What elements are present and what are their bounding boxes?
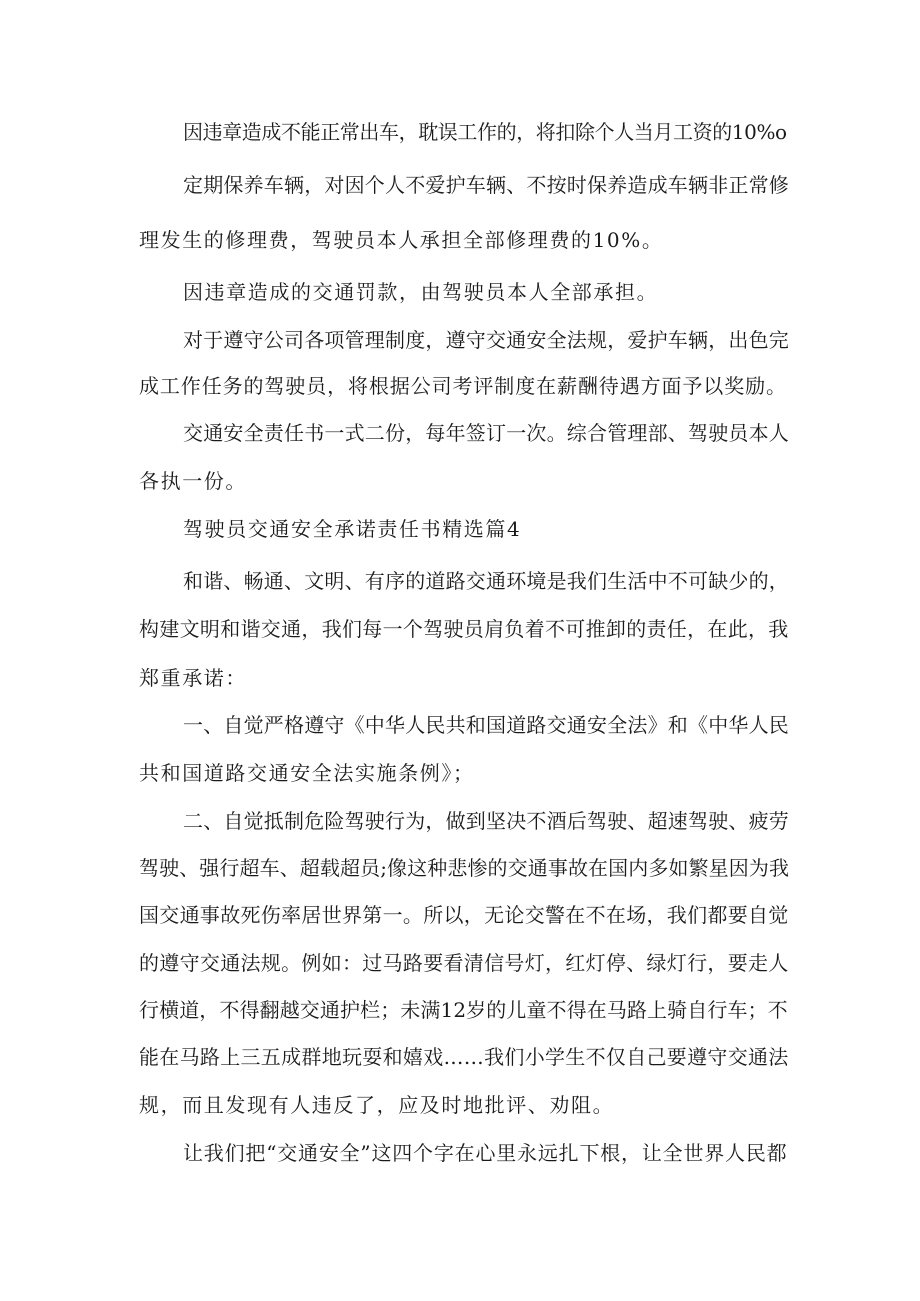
paragraph-line: 让我们把“交通安全”这四个字在心里永远扎下根，让全世界人民都 <box>183 1141 788 1165</box>
paragraph-line: 成工作任务的驾驶员，将根据公司考评制度在薪酬待遇方面予以奖励。 <box>139 374 787 398</box>
paragraph-line: 二、自觉抵制危险驾驶行为，做到坚决不酒后驾驶、超速驾驶、疲劳 <box>183 809 789 833</box>
paragraph-line: 交通安全责任书一式二份，每年签订一次。综合管理部、驾驶员本人 <box>183 421 789 445</box>
paragraph-line: 驾驶、强行超车、超载超员;像这种悲惨的交通事故在国内多如繁星因为我 <box>139 856 790 880</box>
paragraph-line: 共和国道路交通安全法实施条例》； <box>139 761 475 785</box>
paragraph-line: 构建文明和谐交通，我们每一个驾驶员肩负着不可推卸的责任，在此，我 <box>139 617 789 641</box>
paragraph-line: 因违章造成不能正常出车，耽误工作的，将扣除个人当月工资的10%o <box>183 120 787 144</box>
paragraph-line: 的遵守交通法规。例如：过马路要看清信号灯，红灯停、绿灯行，要走人 <box>139 951 789 975</box>
section-heading: 驾驶员交通安全承诺责任书精选篇4 <box>183 517 522 541</box>
paragraph-line: 行横道，不得翻越交通护栏；未满12岁的儿童不得在马路上骑自行车；不 <box>139 998 788 1022</box>
paragraph-line: 各执一份。 <box>139 469 247 493</box>
paragraph-line: 对于遵守公司各项管理制度，遵守交通安全法规，爱护车辆，出色完 <box>183 328 789 352</box>
paragraph-line: 定期保养车辆，对因个人不爱护车辆、不按时保养造成车辆非正常修 <box>183 173 789 197</box>
paragraph-line: 能在马路上三五成群地玩耍和嬉戏……我们小学生不仅自己要遵守交通法 <box>139 1045 789 1069</box>
paragraph-line: 规，而且发现有人违反了，应及时地批评、劝阻。 <box>139 1093 615 1117</box>
paragraph-line: 一、自觉严格遵守《中华人民共和国道路交通安全法》和《中华人民 <box>183 713 789 737</box>
paragraph-line: 和谐、畅通、文明、有序的道路交通环境是我们生活中不可缺少的， <box>183 569 789 593</box>
paragraph-line: 国交通事故死伤率居世界第一。所以，无论交警在不在场，我们都要自觉 <box>139 903 789 927</box>
paragraph-line: 因违章造成的交通罚款，由驾驶员本人全部承担。 <box>183 280 659 304</box>
paragraph-line: 理发生的修理费，驾驶员本人承担全部修理费的10%。 <box>139 228 664 252</box>
paragraph-line: 郑重承诺： <box>139 666 247 690</box>
